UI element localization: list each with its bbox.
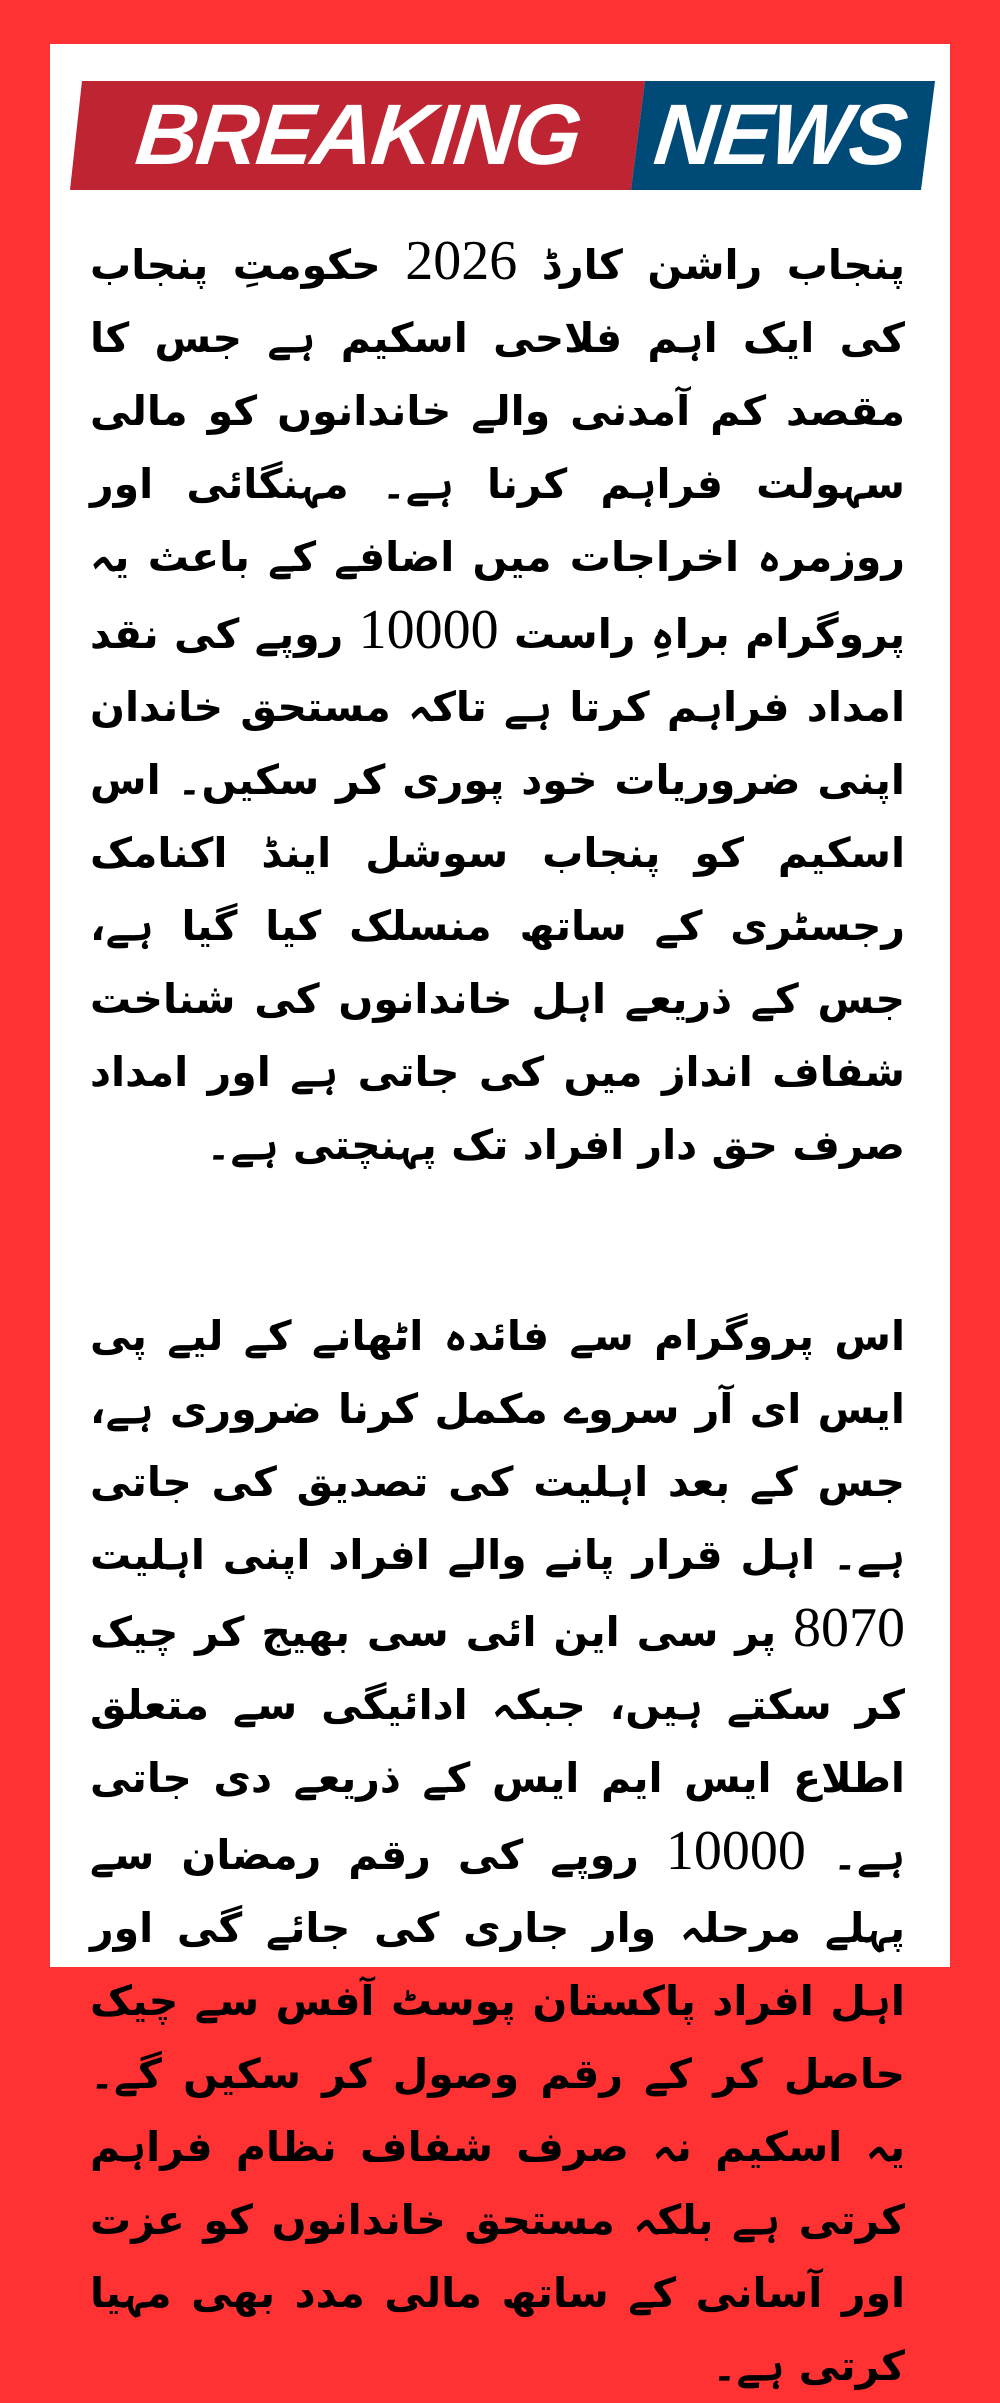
article-body — [90, 225, 905, 2403]
paragraph-text: اس پروگرام سے فائدہ اٹھانے کے لیے پی ایس ای آر سروے مکمل کرنا ضروری ہے، جس کے بعد اہلیت کی تصدیق کی جاتی ہے۔ اہل قرار پانے والے افراد اپنی اہلیت — [90, 1312, 905, 1579]
article-paragraph-2 — [90, 1300, 905, 2403]
banner-breaking-text: BREAKING — [131, 87, 585, 183]
paragraph-text: روپے کی نقد امداد فراہم کرتا ہے تاکہ مستحق خاندان اپنی ضروریات خود پوری کر سکیں۔ اس اسکیم کو پنجاب سوشل اینڈ اکنامک رجسٹری کے ساتھ منسلک کیا گیا ہے، جس کے ذریعے اہل خاندانوں کی شناخت شفاف انداز میں کی جاتی ہے اور امداد صرف حق دار افراد تک پہنچتی ہے۔ — [90, 610, 905, 1169]
sms-code-number: 8070 — [793, 1597, 905, 1659]
paragraph-text: پر سی این ائی سی بھیج کر چیک کر سکتے ہیں، جبکہ ادائیگی سے متعلق اطلاع ایس ایم ایس کے ذریعے دی جاتی ہے۔ — [90, 1608, 905, 1879]
banner-news-text: NEWS — [650, 87, 911, 183]
amount-number: 10000 — [665, 1820, 806, 1882]
amount-number: 10000 — [358, 599, 499, 661]
paragraph-text: پنجاب راشن کارڈ — [517, 241, 905, 289]
article-paragraph-1 — [90, 225, 905, 1182]
paragraph-text: حکومتِ پنجاب کی ایک اہم فلاحی اسکیم ہے جس کا مقصد کم آمدنی والے خاندانوں کو مالی سہولت فراہم کرنا ہے۔ مہنگائی اور روزمرہ اخراجات میں اضافے کے باعث یہ پروگرام براہِ راست — [90, 241, 905, 658]
paragraph-text: روپے کی رقم رمضان سے پہلے مرحلہ وار جاری کی جائے گی اور اہل افراد پاکستان پوسٹ آفس سے چیک حاصل کر کے رقم وصول کر سکیں گے۔ یہ اسکیم نہ صرف شفاف نظام فراہم کرتی ہے بلکہ مستحق خاندانوں کو عزت اور آسانی کے ساتھ مالی مدد بھی مہیا کرتی ہے۔ — [90, 1831, 905, 2390]
breaking-news-banner — [70, 81, 935, 190]
year-number: 2026 — [405, 230, 518, 292]
